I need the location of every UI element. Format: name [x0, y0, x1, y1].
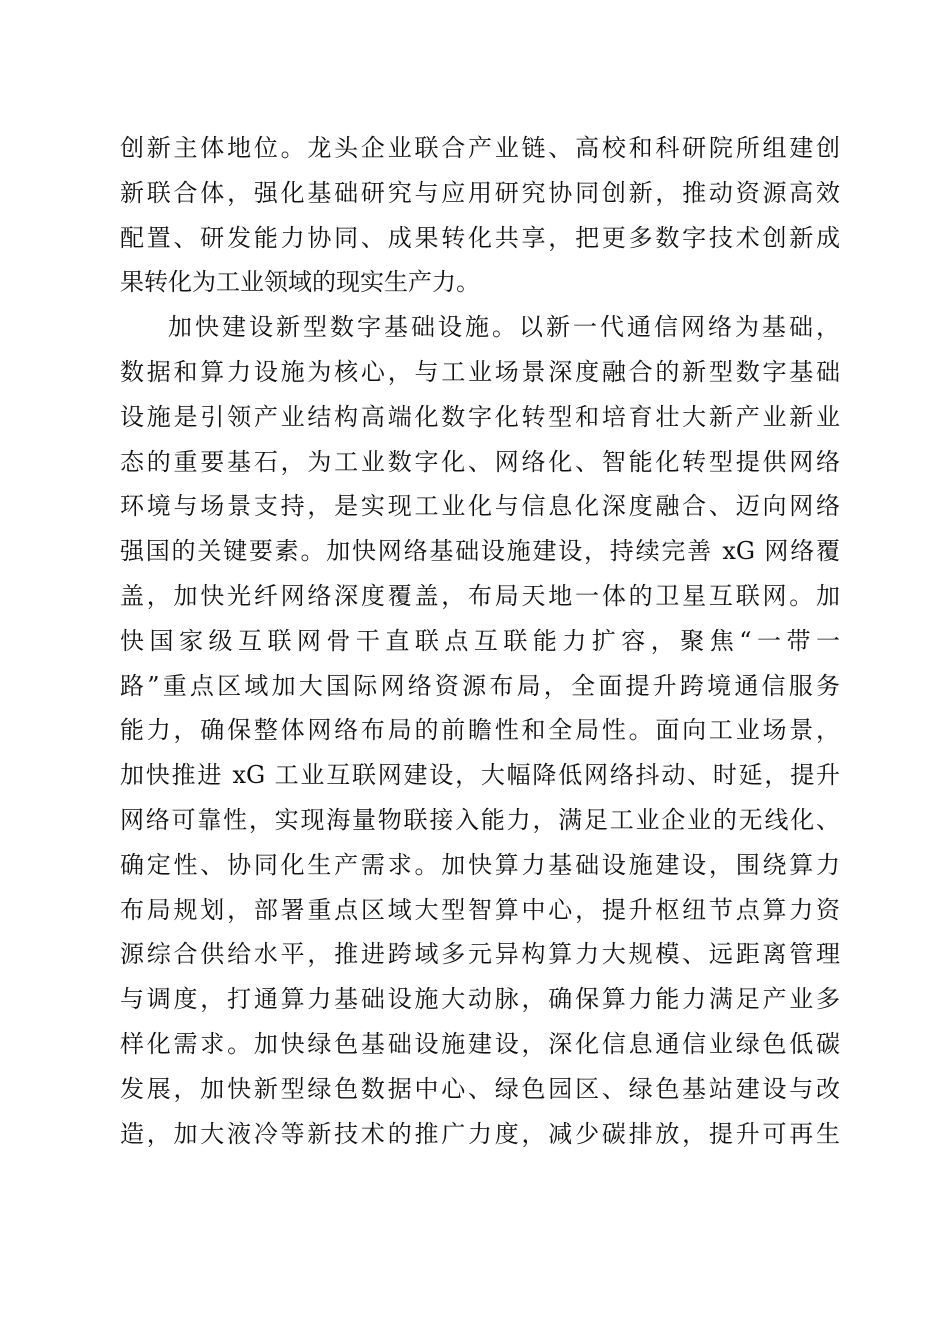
text-line: 加快建设新型数字基础设施。以新一代通信网络为基础，	[168, 313, 840, 342]
paragraph-2	[120, 305, 840, 1156]
text-line: 盖，加快光纤网络深度覆盖，布局天地一体的卫星互联网。加	[120, 581, 840, 610]
text-line: 路”重点区域加大国际网络资源布局，全面提升跨境通信服务	[120, 671, 840, 700]
text-line: 网络可靠性，实现海量物联接入能力，满足工业企业的无线化、	[120, 805, 840, 834]
text-line: 布局规划，部署重点区域大型智算中心，提升枢纽节点算力资	[120, 895, 840, 924]
paragraph-1	[120, 126, 840, 305]
text-line: 与调度，打通算力基础设施大动脉，确保算力能力满足产业多	[120, 985, 840, 1014]
text-line: 创新主体地位。龙头企业联合产业链、高校和科研院所组建创	[120, 134, 840, 162]
text-line: 源综合供给水平，推进跨域多元异构算力大规模、远距离管理	[120, 940, 840, 969]
text-line: 加快推进 xG 工业互联网建设，大幅降低网络抖动、时延，提升	[120, 761, 840, 790]
text-line: 确定性、协同化生产需求。加快算力基础设施建设，围绕算力	[120, 850, 840, 879]
text-line: 数据和算力设施为核心，与工业场景深度融合的新型数字基础	[120, 357, 840, 386]
text-line: 造，加大液冷等新技术的推广力度，减少碳排放，提升可再生	[120, 1119, 840, 1148]
body-text	[120, 126, 840, 1156]
text-line: 环境与场景支持，是实现工业化与信息化深度融合、迈向网络	[120, 492, 840, 521]
text-line: 快国家级互联网骨干直联点互联能力扩容，聚焦“一带一	[120, 626, 840, 655]
text-line: 能力，确保整体网络布局的前瞻性和全局性。面向工业场景，	[120, 716, 840, 745]
text-line: 样化需求。加快绿色基础设施建设，深化信息通信业绿色低碳	[120, 1029, 840, 1058]
text-line: 配置、研发能力协同、成果转化共享，把更多数字技术创新成	[120, 223, 840, 252]
text-line: 新联合体，强化基础研究与应用研究协同创新，推动资源高效	[120, 178, 840, 207]
text-line: 发展，加快新型绿色数据中心、绿色园区、绿色基站建设与改	[120, 1074, 840, 1103]
text-line: 设施是引领产业结构高端化数字化转型和培育壮大新产业新业	[120, 402, 840, 431]
text-line: 态的重要基石，为工业数字化、网络化、智能化转型提供网络	[120, 447, 840, 476]
text-line: 强国的关键要素。加快网络基础设施建设，持续完善 xG 网络覆	[120, 537, 840, 566]
text-line: 果转化为工业领域的现实生产力。	[120, 268, 480, 297]
